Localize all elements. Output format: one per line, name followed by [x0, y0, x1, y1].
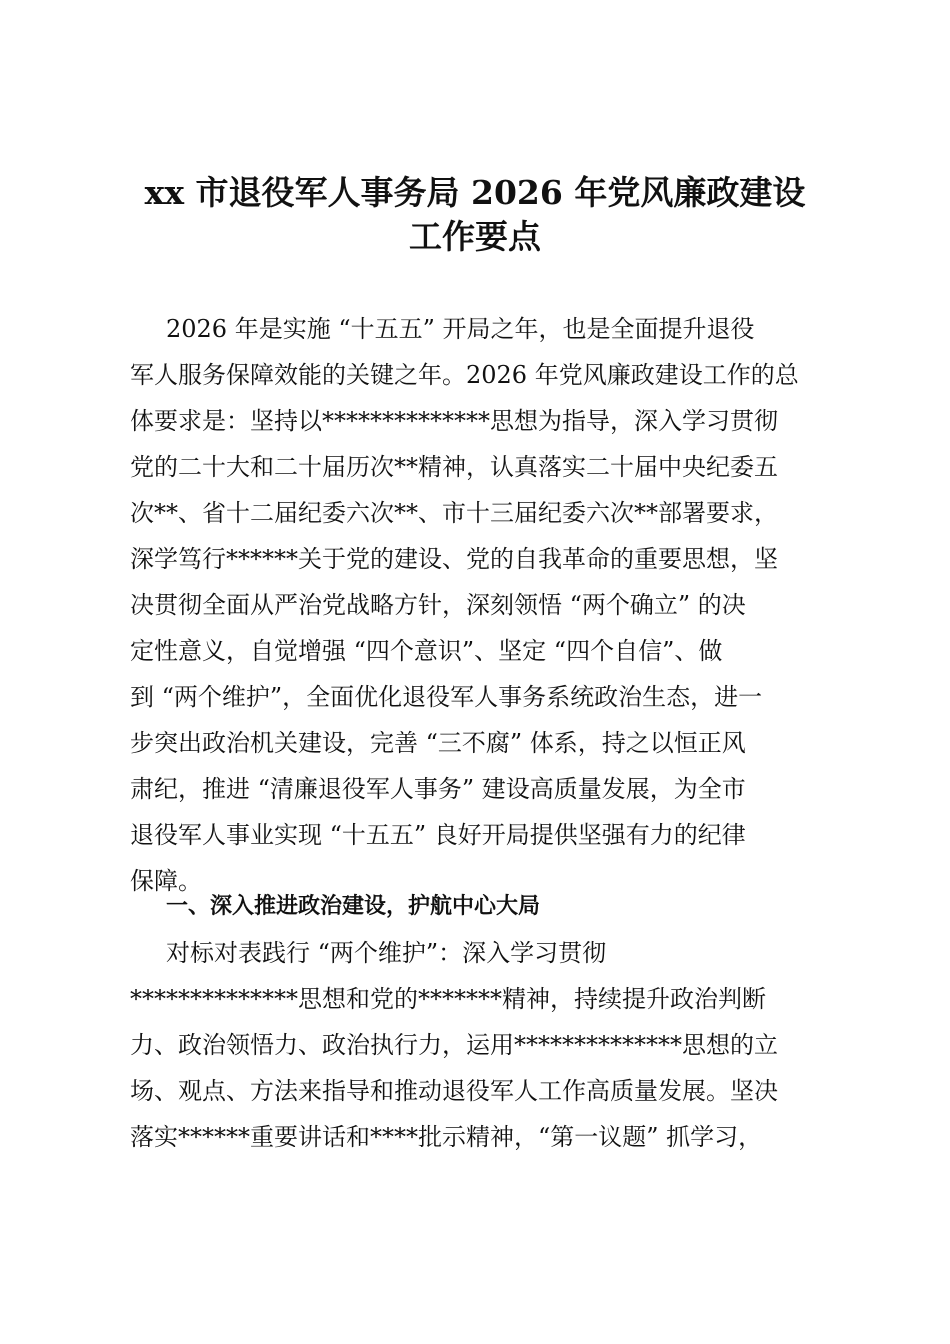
- document-title-line-2: 工作要点: [409, 217, 541, 256]
- document-title-line-1: xx 市退役军人事务局 2026 年党风廉政建设: [144, 173, 806, 212]
- section-paragraph-line: 场、观点、方法来指导和推动退役军人工作高质量发展。坚决: [130, 1077, 778, 1105]
- intro-paragraph-line: 党的二十大和二十届历次**精神，认真落实二十届中央纪委五: [130, 453, 778, 481]
- section-heading-1: 一、深入推进政治建设，护航中心大局: [166, 894, 541, 919]
- intro-paragraph-line: 军人服务保障效能的关键之年。2026 年党风廉政建设工作的总: [130, 361, 799, 389]
- intro-paragraph-line: 肃纪，推进 “清廉退役军人事务” 建设高质量发展，为全市: [130, 775, 746, 803]
- section-paragraph-line: 力、政治领悟力、政治执行力，运用**************思想的立: [130, 1031, 778, 1059]
- section-paragraph-line: 对标对表践行 “两个维护”：深入学习贯彻: [166, 939, 607, 967]
- intro-paragraph-line: 保障。: [130, 867, 202, 895]
- intro-paragraph-line: 退役军人事业实现 “十五五” 良好开局提供坚强有力的纪律: [130, 821, 746, 849]
- section-paragraph-line: 落实******重要讲话和****批示精神，“第一议题” 抓学习，: [130, 1123, 763, 1151]
- intro-paragraph-line: 步突出政治机关建设，完善 “三不腐” 体系，持之以恒正风: [130, 729, 746, 757]
- intro-paragraph-line: 次**、省十二届纪委六次**、市十三届纪委六次**部署要求，: [130, 499, 778, 527]
- intro-paragraph-line: 体要求是：坚持以**************思想为指导，深入学习贯彻: [130, 407, 778, 435]
- section-paragraph-line: **************思想和党的*******精神，持续提升政治判断: [130, 985, 766, 1013]
- intro-paragraph-line: 决贯彻全面从严治党战略方针，深刻领悟 “两个确立” 的决: [130, 591, 746, 619]
- intro-paragraph-line: 深学笃行******关于党的建设、党的自我革命的重要思想，坚: [130, 545, 778, 573]
- intro-paragraph-line: 到 “两个维护”，全面优化退役军人事务系统政治生态，进一: [130, 683, 763, 711]
- intro-paragraph-line: 2026 年是实施 “十五五” 开局之年，也是全面提升退役: [166, 315, 755, 343]
- intro-paragraph-line: 定性意义，自觉增强 “四个意识”、坚定 “四个自信”、做: [130, 637, 723, 665]
